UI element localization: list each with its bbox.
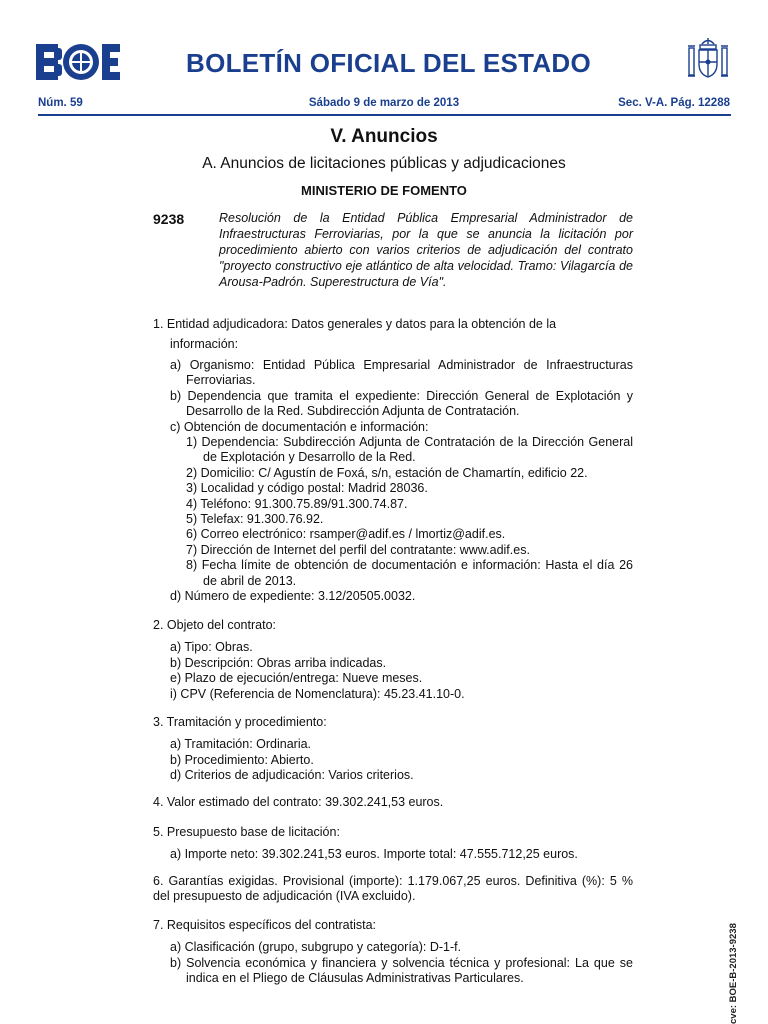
issue-date: Sábado 9 de marzo de 2013 <box>308 97 460 109</box>
announcement-number: 9238 <box>153 211 185 227</box>
item-1-c6: 6) Correo electrónico: rsamper@adif.es / lmortiz@adif.es. <box>186 527 506 542</box>
item-5-heading: 5. Presupuesto base de licitación: <box>153 825 340 839</box>
item-2-i: i) CPV (Referencia de Nomenclatura): 45.23.41.10-0. <box>170 686 465 701</box>
item-5-a: a) Importe neto: 39.302.241,53 euros. Importe total: 47.555.712,25 euros. <box>170 847 578 862</box>
boe-logo <box>36 44 120 80</box>
item-7 <box>153 918 633 987</box>
item-1-heading-cont: información: <box>170 337 239 351</box>
item-1-a: a) Organismo: Entidad Pública Empresarial Administrador de Infraestructuras Ferroviarias. <box>170 358 633 388</box>
item-7-b: b) Solvencia económica y financiera y solvencia técnica y profesional: La que se indica en el Pliego de Cláusulas Administrativas Particulares. <box>170 955 633 986</box>
item-7-a: a) Clasificación (grupo, subgrupo y categoría): D-1-f. <box>170 940 462 955</box>
item-3-b: b) Procedimiento: Abierto. <box>170 752 314 767</box>
coat-of-arms-icon <box>686 36 730 82</box>
ministry-heading: MINISTERIO DE FOMENTO <box>301 183 467 198</box>
section-page: Sec. V-A. Pág. 12288 <box>618 97 730 109</box>
item-2-e: e) Plazo de ejecución/entrega: Nueve meses. <box>170 671 423 686</box>
gazette-title: BOLETÍN OFICIAL DEL ESTADO <box>186 48 592 78</box>
item-1-c4: 4) Teléfono: 91.300.75.89/91.300.74.87. <box>186 496 408 511</box>
item-1-c2: 2) Domicilio: C/ Agustín de Foxá, s/n, estación de Chamartín, edificio 22. <box>186 465 588 480</box>
item-1-c7: 7) Dirección de Internet del perfil del contratante: www.adif.es. <box>186 542 530 557</box>
item-3-heading: 3. Tramitación y procedimiento: <box>153 715 327 729</box>
item-2-heading: 2. Objeto del contrato: <box>153 618 276 632</box>
item-1-c5: 5) Telefax: 91.300.76.92. <box>186 512 324 527</box>
cve-code: cve: BOE-B-2013-9238 <box>728 923 739 1024</box>
announcement-summary: Resolución de la Entidad Pública Empresarial Administrador de Infraestructuras Ferroviarias, por la que se anuncia la licitación por procedimiento abierto con varios criterios de adjudicación del contrato "proyecto constructivo eje atlántico de alta velocidad. Tramo: Vilagarcía de Arousa-Padrón. Superestructura de Vía". <box>219 211 633 289</box>
item-2-b: b) Descripción: Obras arriba indicadas. <box>170 655 387 670</box>
item-1-c3: 3) Localidad y código postal: Madrid 28036. <box>186 481 428 496</box>
item-3-d: d) Criterios de adjudicación: Varios criterios. <box>170 768 414 783</box>
item-6-heading: 6. Garantías exigidas. Provisional (importe): 1.179.067,25 euros. Definitiva (%): 5 % del presupuesto de adjudicación (IVA excluido). <box>153 874 633 904</box>
item-3-a: a) Tramitación: Ordinaria. <box>170 737 312 752</box>
item-2 <box>153 618 633 702</box>
item-1-c: c) Obtención de documentación e información: <box>170 419 429 434</box>
item-6 <box>153 874 633 905</box>
item-2-a: a) Tipo: Obras. <box>170 640 253 655</box>
item-7-heading: 7. Requisitos específicos del contratista: <box>153 918 377 932</box>
item-1-c8: 8) Fecha límite de obtención de documentación e información: Hasta el día 26 de abril de 2013. <box>186 558 633 588</box>
item-5 <box>153 825 633 863</box>
section-title: V. Anuncios <box>330 126 438 147</box>
item-4 <box>153 795 633 810</box>
header-divider <box>38 114 731 116</box>
section-subtitle: A. Anuncios de licitaciones públicas y adjudicaciones <box>202 155 566 172</box>
item-1-heading: 1. Entidad adjudicadora: Datos generales y datos para la obtención de la <box>153 317 557 331</box>
item-1 <box>153 314 633 605</box>
item-1-c1: 1) Dependencia: Subdirección Adjunta de Contratación de la Dirección General de Explotación y Desarrollo de la Red. <box>186 435 633 465</box>
item-1-d: d) Número de expediente: 3.12/20505.0032. <box>170 589 416 604</box>
item-4-heading: 4. Valor estimado del contrato: 39.302.241,53 euros. <box>153 795 444 809</box>
item-1-b: b) Dependencia que tramita el expediente: Dirección General de Explotación y Desarrollo de la Red. Subdirección Adjunta de Contratación. <box>170 388 633 419</box>
item-3 <box>153 715 633 784</box>
issue-number: Núm. 59 <box>38 97 83 109</box>
